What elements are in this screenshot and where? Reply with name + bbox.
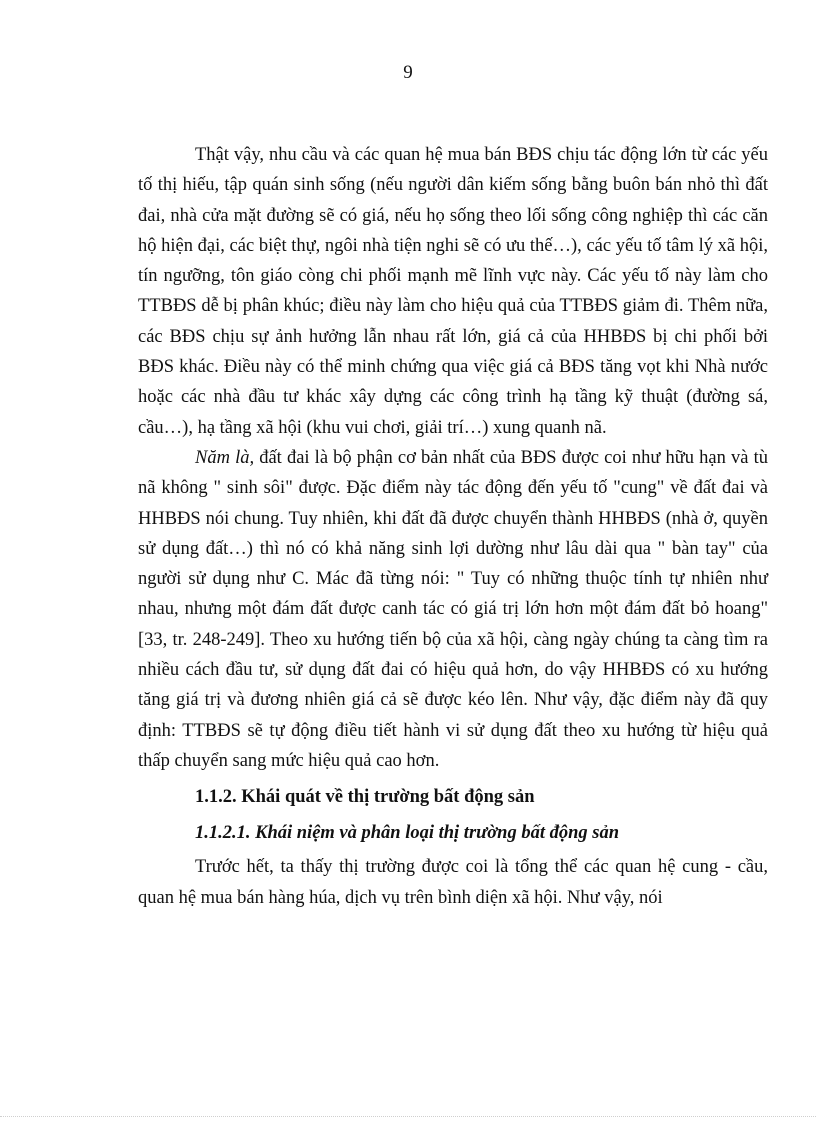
- page-number: 9: [403, 62, 413, 83]
- paragraph-2: [138, 443, 768, 776]
- section-heading: 1.1.2. Khái quát về thị trường bất động sản: [195, 787, 535, 808]
- paragraph-1: Thật vậy, nhu cầu và các quan hệ mua bán BĐS chịu tác động lớn từ các yếu tố thị hiếu, tập quán sinh sống (nếu người dân kiếm sống bằng buôn bán nhỏ thì đất đai, nhà cửa mặt đường sẽ có giá, nếu họ sống theo lối sống công nghiệp thì các căn hộ hiện đại, các biệt thự, ngôi nhà tiện nghi sẽ có ưu thế…), các yếu tố tâm lý xã hội, tín ngưỡng, tôn giáo còng chi phối mạnh mẽ lĩnh vực này. Các yếu tố này làm cho TTBĐS dễ bị phân khúc; điều này làm cho hiệu quả của TTBĐS giảm đi. Thêm nữa, các BĐS chịu sự ảnh hưởng lẫn nhau rất lớn, giá cả của HHBĐS bị chi phối bởi BĐS khác. Điều này có thể minh chứng qua việc giá cả BĐS tăng vọt khi Nhà nước hoặc các nhà đầu tư khác xây dựng các công trình hạ tầng kỹ thuật (đường sá, cầu…), hạ tầng xã hội (khu vui chơi, giải trí…) xung quanh nã.: [138, 145, 768, 438]
- subsection-heading: 1.1.2.1. Khái niệm và phân loại thị trường bất động sản: [195, 823, 619, 844]
- paragraph-3: Trước hết, ta thấy thị trường được coi là tổng thể các quan hệ cung - cầu, quan hệ mua bán hàng húa, dịch vụ trên bình diện xã hội. Như vậy, nói: [138, 857, 768, 908]
- paragraph-2-lead: Năm là,: [195, 447, 255, 468]
- document-body: [138, 140, 768, 913]
- page-bottom-divider: [0, 1116, 816, 1117]
- paragraph-2-text: đất đai là bộ phận cơ bản nhất của BĐS được coi như hữu hạn và tù nã không " sinh sôi" được. Đặc điểm này tác động đến yếu tố "cung" về đất đai và HHBĐS nói chung. Tuy nhiên, khi đất đã được chuyển thành HHBĐS (nhà ở, quyền sử dụng đất…) thì nó có khả năng sinh lợi dường như lâu dài qua " bàn tay" của người sử dụng như C. Mác đã từng nói: " Tuy có những thuộc tính tự nhiên như nhau, nhưng một đám đất được canh tác có giá trị lớn hơn một đám đất bỏ hoang" [33, tr. 248-249]. Theo xu hướng tiến bộ của xã hội, càng ngày chúng ta càng tìm ra nhiều cách đầu tư, sử dụng đất đai có hiệu quả hơn, do vậy HHBĐS có xu hướng tăng giá trị và đương nhiên giá cả sẽ được kéo lên. Như vậy, đặc điểm này đã quy định: TTBĐS sẽ tự động điều tiết hành vi sử dụng đất theo xu hướng từ hiệu quả thấp chuyển sang mức hiệu quả cao hơn.: [138, 447, 768, 771]
